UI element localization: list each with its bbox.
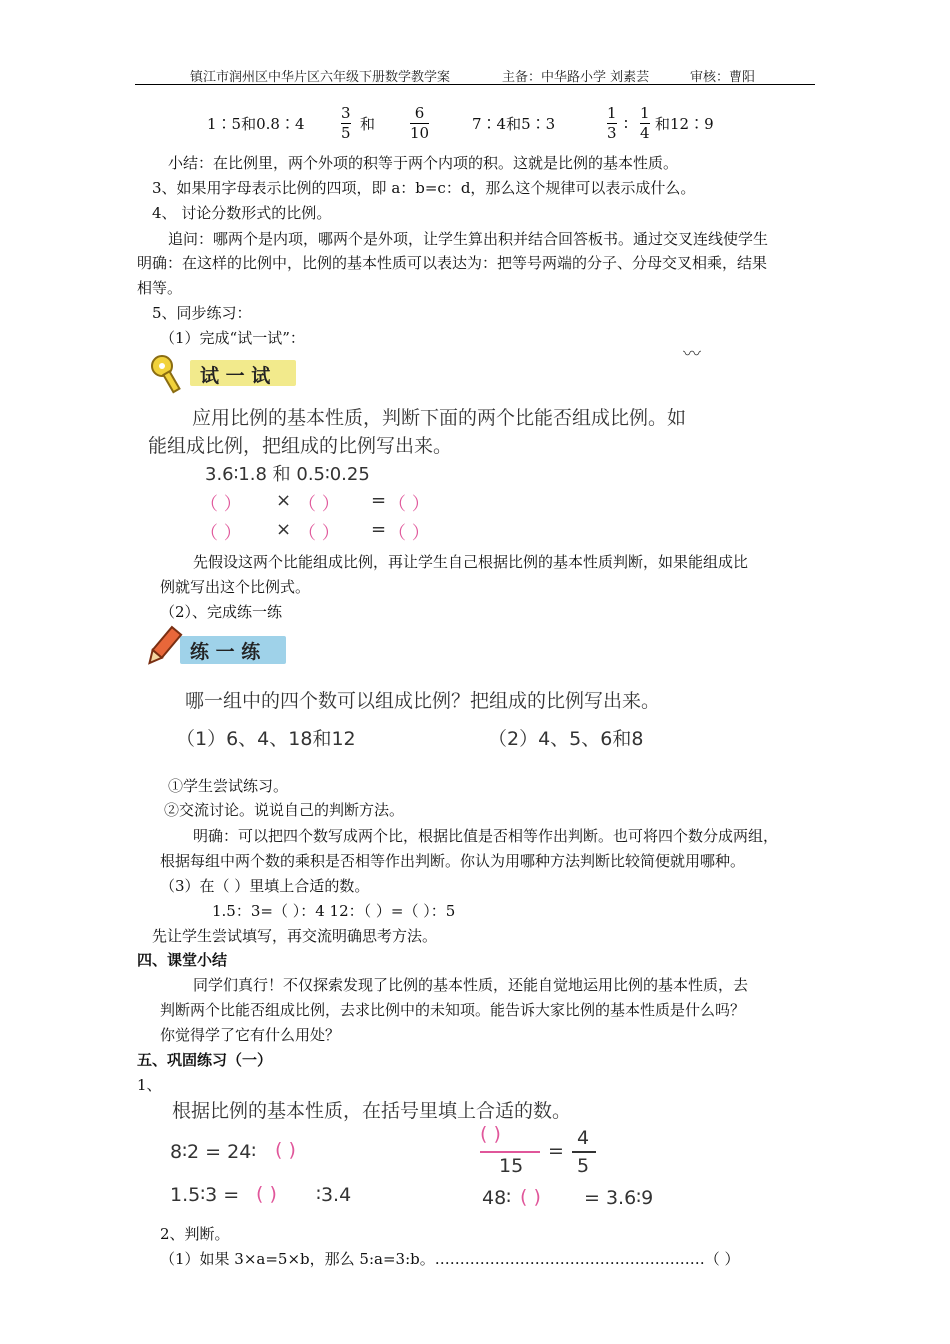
blank-paren: （ ） bbox=[200, 523, 242, 544]
fraction-denominator: 4 bbox=[640, 124, 650, 142]
blank-paren: （ ） bbox=[298, 523, 340, 544]
exercise-number-1: 1、 bbox=[137, 1076, 162, 1094]
exercise-b-blank: ( ) bbox=[256, 1183, 277, 1205]
fill-in-line: 1.5：3=（ ）：4 12：（ ）=（ ）：5 bbox=[212, 902, 456, 920]
recap-line-2: 判断两个比能否组成比例，去求比例中的未知项。能告诉大家比例的基本性质是什么吗？ bbox=[160, 1001, 746, 1019]
exercise-d-blank: ( ) bbox=[520, 1186, 541, 1208]
practice-option-1: （1）6、4、18和12 bbox=[176, 728, 356, 750]
blank-paren: （ ） bbox=[200, 494, 242, 515]
equals-sign: = bbox=[371, 519, 387, 540]
exercise-c-equals: = bbox=[548, 1140, 564, 1162]
decoration-mark: 〰 bbox=[683, 344, 701, 365]
followup-line-2: 明确：在这样的比例中，比例的基本性质可以表达为：把等号两端的分子、分母交叉相乘，结果 bbox=[137, 254, 768, 272]
judge-item-1: （1）如果 3×a=5×b，那么 5:a=3:b。………………………………………………（ ） bbox=[160, 1250, 740, 1268]
exercise-a-text: 8∶2 = 24∶ bbox=[170, 1141, 257, 1163]
ratio-pair-1: 1∶5和0.8∶4 bbox=[207, 115, 305, 133]
fraction-3-5 bbox=[341, 105, 351, 142]
ratio-pair-3: 和12∶9 bbox=[655, 115, 714, 133]
times-sign: × bbox=[276, 519, 292, 540]
followup-line-1: 追问：哪两个是内项，哪两个是外项，让学生算出积并结合回答板书。通过交叉连线使学生 bbox=[168, 230, 769, 248]
header-rule bbox=[135, 84, 815, 85]
fraction-denominator: 5 bbox=[341, 124, 351, 142]
times-sign: × bbox=[276, 490, 292, 511]
fraction-numerator: 6 bbox=[414, 104, 425, 122]
blank-paren: （ ） bbox=[298, 494, 340, 515]
subitem-2: （2）、完成练一练 bbox=[160, 603, 283, 621]
exercise-c-denominator: 15 bbox=[499, 1155, 524, 1177]
recap-line-1: 同学们真行！不仅探索发现了比例的基本性质，还能自觉地运用比例的基本性质，去 bbox=[193, 976, 749, 994]
try-instruction-1: 应用比例的基本性质，判断下面的两个比能否组成比例。如 bbox=[192, 407, 687, 429]
fraction-numerator: 3 bbox=[341, 104, 351, 122]
pencil-icon bbox=[140, 624, 186, 670]
header-title: 镇江市润州区中华片区六年级下册数学教学案 bbox=[190, 70, 451, 85]
exercise-c-fraction-bar bbox=[480, 1151, 540, 1153]
fraction-denominator: 3 bbox=[607, 124, 617, 142]
fraction-numerator: 1 bbox=[640, 104, 650, 122]
exercise-b-text-2: ∶3.4 bbox=[316, 1184, 352, 1206]
blank-paren: （ ） bbox=[388, 494, 430, 515]
exercise-c-right-bar bbox=[572, 1151, 596, 1153]
exercise-c-right-numerator: 4 bbox=[577, 1127, 590, 1149]
section-4-heading: 四、课堂小结 bbox=[137, 951, 228, 969]
fraction-1-4 bbox=[640, 105, 650, 142]
followup-line-3: 相等。 bbox=[137, 279, 183, 297]
suppose-line-2: 例就写出这个比例式。 bbox=[160, 578, 311, 596]
fraction-1-3 bbox=[607, 105, 617, 142]
exercise-instruction: 根据比例的基本性质，在括号里填上合适的数。 bbox=[172, 1100, 572, 1122]
subitem-1: （1）完成“试一试”： bbox=[160, 329, 305, 347]
exercise-a-blank: ( ) bbox=[275, 1139, 296, 1161]
and-text: 和 bbox=[360, 115, 376, 133]
colon-text: ∶ bbox=[624, 115, 628, 133]
exercise-d-text-2: = 3.6∶9 bbox=[584, 1187, 654, 1209]
judge-heading: 2、判断。 bbox=[160, 1225, 230, 1243]
practice-question: 哪一组中的四个数可以组成比例？把组成的比例写出来。 bbox=[185, 690, 661, 712]
suppose-line-1: 先假设这两个比能组成比例，再让学生自己根据比例的基本性质判断，如果能组成比 bbox=[193, 553, 749, 571]
header-author: 主备：中华路小学 刘素芸 bbox=[502, 70, 650, 85]
key-icon bbox=[148, 352, 192, 394]
practice-banner-title: 练 一 练 bbox=[190, 641, 261, 663]
exercise-b-text-1: 1.5∶3 = bbox=[170, 1184, 240, 1206]
fraction-6-10 bbox=[410, 105, 429, 142]
try-banner-title: 试 一 试 bbox=[200, 365, 271, 387]
exercise-d-text-1: 48∶ bbox=[482, 1187, 512, 1209]
step-2: ②交流讨论。说说自己的判断方法。 bbox=[164, 801, 405, 819]
clarify-line-2: 根据每组中两个数的乘积是否相等作出判断。你认为用哪种方法判断比较简便就用哪种。 bbox=[160, 852, 746, 870]
item-4: 4、 讨论分数形式的比例。 bbox=[152, 204, 332, 222]
ratio-pair-2: 7∶4和5∶3 bbox=[472, 115, 556, 133]
try-instruction-2: 能组成比例，把组成的比例写出来。 bbox=[148, 435, 453, 457]
fraction-numerator: 1 bbox=[607, 104, 617, 122]
item-3: 3、如果用字母表示比例的四项，即 a：b=c：d，那么这个规律可以表示成什么。 bbox=[152, 179, 696, 197]
try-ratios: 3.6∶1.8 和 0.5∶0.25 bbox=[205, 464, 370, 485]
section-5-heading: 五、巩固练习（一） bbox=[137, 1051, 273, 1069]
exercise-c-right-denominator: 5 bbox=[577, 1155, 590, 1177]
header-reviewer: 审核：曹阳 bbox=[690, 70, 756, 85]
practice-option-2: （2）4、5、6和8 bbox=[488, 728, 644, 750]
recap-line-3: 你觉得学了它有什么用处？ bbox=[160, 1026, 341, 1044]
item-5: 5、同步练习： bbox=[152, 304, 252, 322]
subitem-3: （3）在（ ）里填上合适的数。 bbox=[160, 877, 370, 895]
fraction-denominator: 10 bbox=[410, 124, 430, 142]
method-line: 先让学生尝试填写，再交流明确思考方法。 bbox=[152, 927, 438, 945]
summary-line: 小结：在比例里，两个外项的积等于两个内项的积。这就是比例的基本性质。 bbox=[168, 154, 679, 172]
blank-paren: （ ） bbox=[388, 523, 430, 544]
clarify-line-1: 明确：可以把四个数写成两个比，根据比值是否相等作出判断。也可将四个数分成两组， bbox=[193, 827, 779, 845]
step-1: ①学生尝试练习。 bbox=[168, 777, 289, 795]
exercise-c-numerator-blank: ( ) bbox=[480, 1123, 501, 1145]
equals-sign: = bbox=[371, 490, 387, 511]
